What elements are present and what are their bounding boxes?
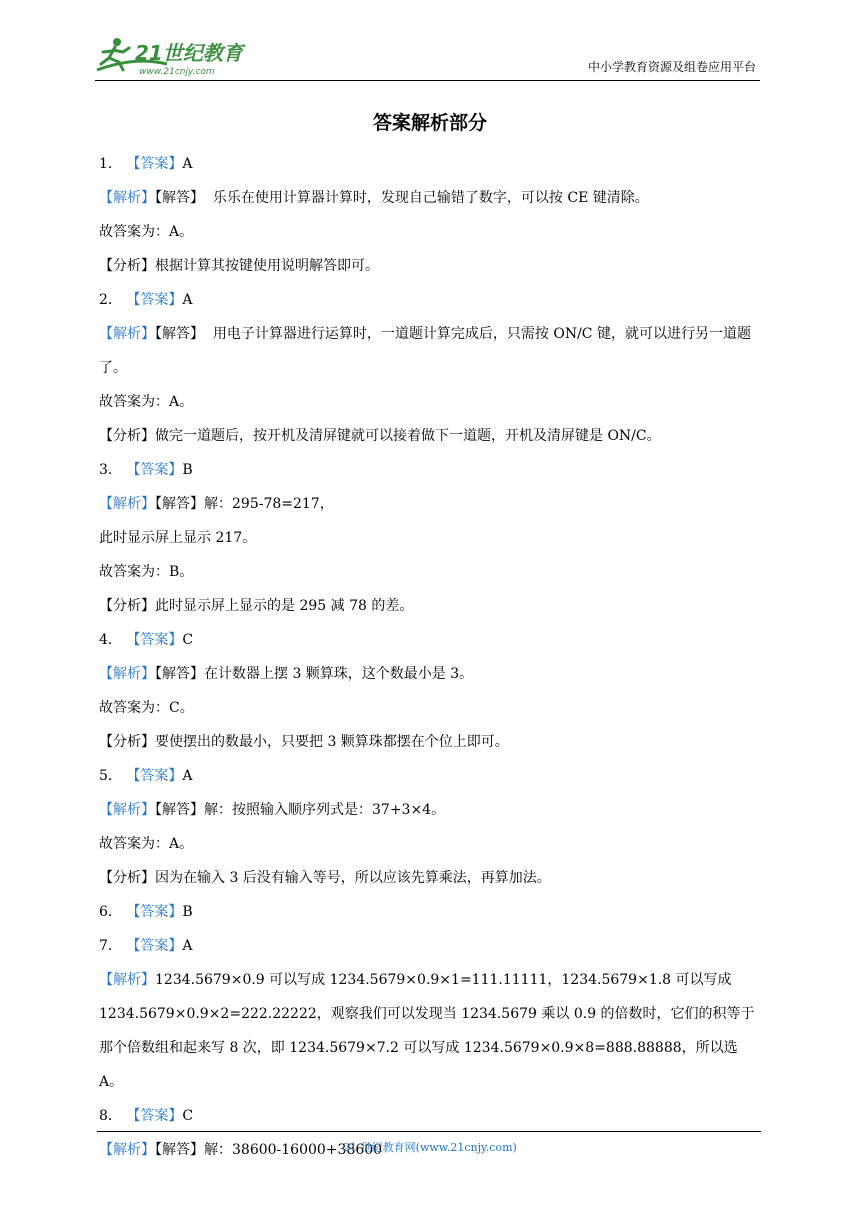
question-4-analysis: 【解析】【解答】在计数器上摆 3 颗算珠，这个数最小是 3。 [99,666,474,682]
svg-text:21世纪教育: 21世纪教育 [135,41,243,65]
question-1-fenxi: 【分析】根据计算其按键使用说明解答即可。 [99,258,379,274]
question-3-display: 此时显示屏上显示 217。 [99,530,257,546]
question-1-analysis: 【解析】【解答】 乐乐在使用计算器计算时，发现自己输错了数字，可以按 CE 键清除。 [99,190,649,206]
footer-divider [97,1131,761,1132]
question-5-fenxi: 【分析】因为在输入 3 后没有输入等号，所以应该先算乘法，再算加法。 [99,870,551,886]
question-5-analysis: 【解析】【解答】解：按照输入顺序列式是：37+3×4。 [99,802,446,818]
question-2-fenxi: 【分析】做完一道题后，按开机及清屏键就可以接着做下一道题，开机及清屏键是 ON/C。 [99,428,661,444]
question-7-answer: 7． 【答案】A [99,938,193,954]
question-8-answer: 8． 【答案】C [99,1108,194,1124]
question-2-conclusion: 故答案为：A。 [99,394,194,410]
page-footer: 21 世纪教育网(www.21cnjy.com) [343,1141,517,1154]
question-2-analysis: 【解析】【解答】 用电子计算器进行运算时，一道题计算完成后，只需按 ON/C 键，就可以进行另一道题了。 [99,326,751,376]
question-2-answer: 2． 【答案】A [99,292,193,308]
platform-name: 中小学教育资源及组卷应用平台 [587,60,756,74]
question-3-analysis: 【解析】【解答】解：295-78=217， [99,496,334,512]
question-3-conclusion: 故答案为：B。 [99,564,194,580]
question-3-fenxi: 【分析】此时显示屏上显示的是 295 减 78 的差。 [99,598,414,614]
answer-content [99,147,763,1167]
question-1-answer: 1． 【答案】A [99,156,193,172]
question-5-answer: 5． 【答案】A [99,768,193,784]
question-8-analysis: 【解析】【解答】解：38600-16000+38600 [99,1142,383,1158]
question-6-answer: 6． 【答案】B [99,904,193,920]
question-4-fenxi: 【分析】要使摆出的数最小，只要把 3 颗算珠都摆在个位上即可。 [99,734,509,750]
question-4-answer: 4． 【答案】C [99,632,194,648]
runner-logo-icon [95,34,260,78]
logo [95,34,260,78]
page-title: 答案解析部分 [372,112,487,134]
question-4-conclusion: 故答案为：C。 [99,700,194,716]
svg-text:www.21cnjy.com: www.21cnjy.com [139,67,215,77]
page-header [95,34,760,81]
question-5-conclusion: 故答案为：A。 [99,836,194,852]
question-3-answer: 3． 【答案】B [99,462,193,478]
question-7-analysis: 【解析】1234.5679×0.9 可以写成 1234.5679×0.9×1=111.11111，1234.5679×1.8 可以写成 1234.5679×0.9×2=222.22222，观察我们可以发现当 1234.5679 乘以 0.9 的倍数时，它们的积等于那个倍数组和起来写 8 次，即 1234.5679×7.2 可以写成 1234.5679×0.9×8=888.88888，所以选 A。 [99,972,755,1090]
question-1-conclusion: 故答案为：A。 [99,224,194,240]
